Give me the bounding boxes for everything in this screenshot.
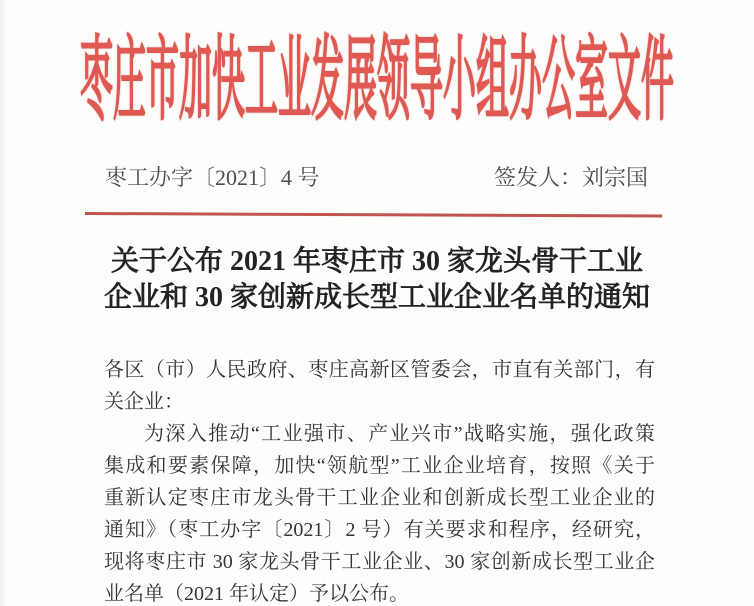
document-header [0,24,754,134]
body-text-line: 业名单（2021 年认定）予以公布。 [104,583,409,605]
signer [494,161,648,192]
document-meta-row [105,161,648,192]
document-title-line1: 关于公布 2021 年枣庄市 30 家龙头骨干工业 [110,246,643,277]
document-title [0,244,754,316]
body-text-line: 通知》（枣工办字〔2021〕2 号）有关要求和程序，经研究， [104,519,655,541]
document-body [104,354,655,606]
document-title-line2: 企业和 30 家创新成长型工业企业名单的通知 [103,282,650,313]
body-text-line: 集成和要素保障，加快“领航型”工业企业培育，按照《关于 [104,455,655,477]
document-number: 枣工办字〔2021〕4 号 [105,165,320,190]
body-text-line: 关企业： [104,391,184,413]
signer-label: 签发人： [493,165,582,190]
red-divider-line [85,212,662,218]
signer-name: 刘宗国 [581,165,648,190]
body-text-line: 重新认定枣庄市龙头骨干工业企业和创新成长型工业企业的 [104,487,655,509]
document-header-title: 枣庄市加快工业发展领导小组办公室文件 [80,32,674,134]
body-text-line: 现将枣庄市 30 家龙头骨干工业企业、30 家创新成长型工业企 [104,551,655,573]
body-text-line: 各区（市）人民政府、枣庄高新区管委会，市直有关部门，有 [104,359,655,381]
body-text-line: 为深入推动“工业强市、产业兴市”战略实施，强化政策 [144,423,655,445]
